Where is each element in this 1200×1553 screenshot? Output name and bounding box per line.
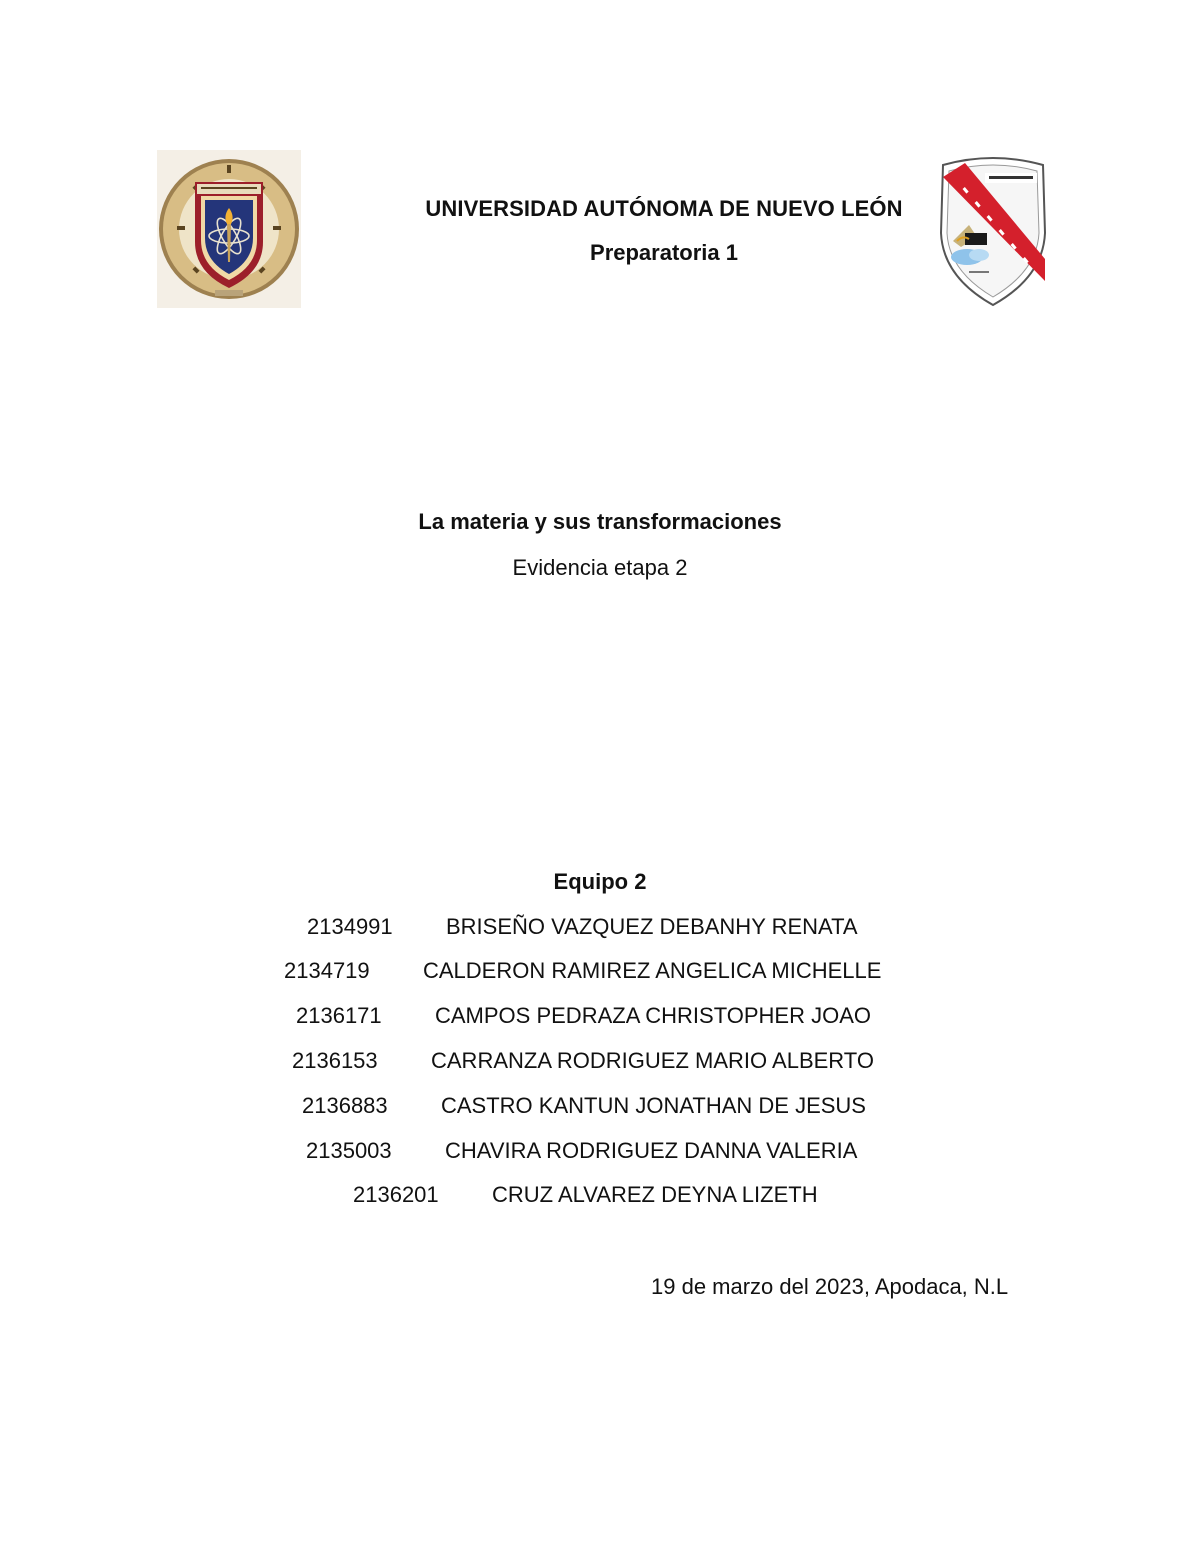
student-name: BRISEÑO VAZQUEZ DEBANHY RENATA xyxy=(446,914,858,939)
student-name: CHAVIRA RODRIGUEZ DANNA VALERIA xyxy=(445,1138,858,1163)
student-name: CAMPOS PEDRAZA CHRISTOPHER JOAO xyxy=(435,1003,872,1028)
student-id: 2136153 xyxy=(292,1048,378,1073)
student-name: CARRANZA RODRIGUEZ MARIO ALBERTO xyxy=(431,1048,874,1073)
student-name: CALDERON RAMIREZ ANGELICA MICHELLE xyxy=(423,958,882,983)
student-id: 2136171 xyxy=(296,1003,382,1028)
subject-title: La materia y sus transformaciones xyxy=(418,509,782,534)
student-name: CRUZ ALVAREZ DEYNA LIZETH xyxy=(492,1182,818,1207)
team-member-row xyxy=(353,1182,818,1208)
shield-icon xyxy=(935,155,1051,307)
university-name: UNIVERSIDAD AUTÓNOMA DE NUEVO LEÓN xyxy=(425,196,903,221)
team-member-row xyxy=(292,1048,874,1074)
student-id: 2134719 xyxy=(284,958,370,983)
school-name: Preparatoria 1 xyxy=(590,240,738,265)
team-member-row xyxy=(302,1093,866,1119)
student-id: 2136883 xyxy=(302,1093,388,1118)
team-member-row xyxy=(284,958,881,984)
date-and-place: 19 de marzo del 2023, Apodaca, N.L xyxy=(651,1274,1009,1299)
team-member-row xyxy=(307,914,858,940)
uanl-seal-icon xyxy=(157,150,301,308)
student-id: 2134991 xyxy=(307,914,393,939)
student-id: 2135003 xyxy=(306,1138,392,1163)
team-member-row xyxy=(296,1003,871,1029)
student-name: CASTRO KANTUN JONATHAN DE JESUS xyxy=(441,1093,866,1118)
student-id: 2136201 xyxy=(353,1182,439,1207)
team-member-row xyxy=(306,1138,857,1164)
team-title: Equipo 2 xyxy=(553,869,647,894)
prepa-1-shield-logo xyxy=(935,155,1051,307)
assignment-subtitle: Evidencia etapa 2 xyxy=(512,555,688,580)
uanl-seal-logo xyxy=(157,150,301,308)
